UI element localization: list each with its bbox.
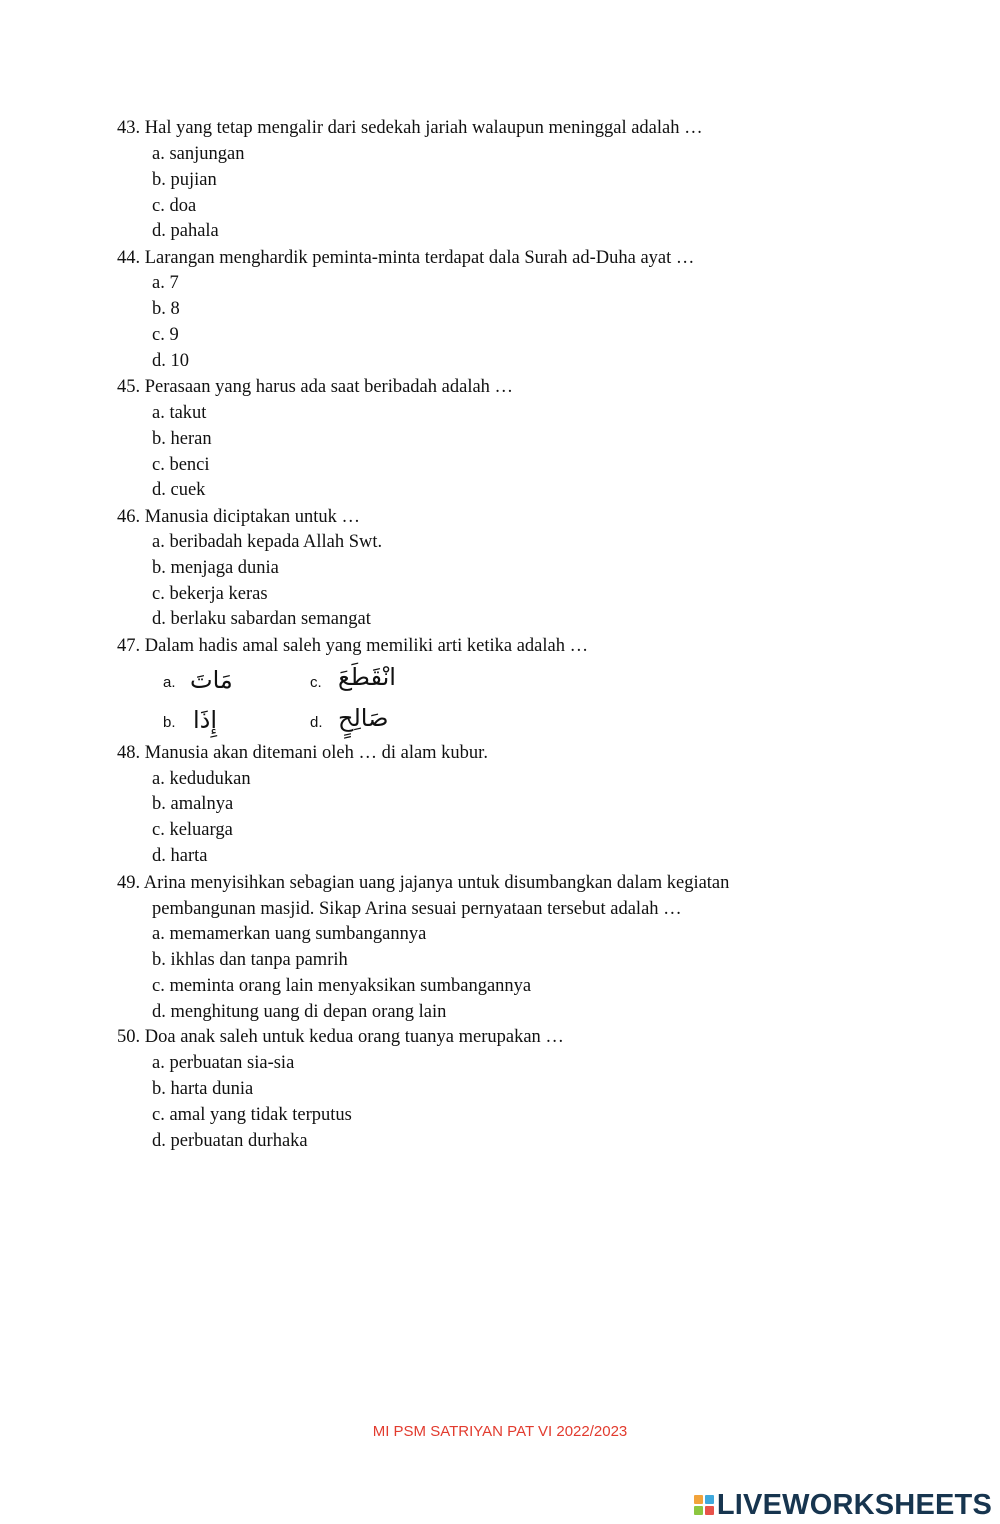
- liveworksheets-brand[interactable]: [694, 1488, 992, 1522]
- liveworksheets-wordmark: LIVEWORKSHEETS: [716, 1489, 992, 1521]
- option-47-b-arabic: إِذَا: [193, 706, 218, 734]
- option-43-d[interactable]: d. pahala: [152, 221, 219, 241]
- option-46-c[interactable]: c. bekerja keras: [152, 584, 268, 604]
- option-49-b[interactable]: b. ikhlas dan tanpa pamrih: [152, 950, 348, 970]
- option-43-b[interactable]: b. pujian: [152, 170, 217, 190]
- option-47-b-label: b.: [163, 714, 176, 731]
- option-46-d[interactable]: d. berlaku sabardan semangat: [152, 609, 371, 629]
- option-45-a[interactable]: a. takut: [152, 403, 207, 423]
- option-50-b[interactable]: b. harta dunia: [152, 1079, 254, 1099]
- option-47-d-label: d.: [310, 714, 323, 731]
- option-43-c[interactable]: c. doa: [152, 196, 197, 216]
- option-48-c[interactable]: c. keluarga: [152, 820, 233, 840]
- option-47-c-label: c.: [310, 674, 322, 691]
- option-50-c[interactable]: c. amal yang tidak terputus: [152, 1105, 352, 1125]
- option-47-a-arabic: مَاتَ: [190, 666, 233, 694]
- option-50-a[interactable]: a. perbuatan sia-sia: [152, 1053, 295, 1073]
- option-47-c-arabic: انْقَطَعَ: [338, 663, 396, 691]
- question-49: 49. Arina menyisihkan sebagian uang jajanya untuk disumbangkan dalam kegiatan: [117, 873, 730, 893]
- option-49-d[interactable]: d. menghitung uang di depan orang lain: [152, 1002, 447, 1022]
- question-47: 47. Dalam hadis amal saleh yang memiliki arti ketika adalah …: [117, 636, 589, 656]
- question-43: 43. Hal yang tetap mengalir dari sedekah jariah walaupun meninggal adalah …: [117, 118, 703, 138]
- liveworksheets-logo-icon: [694, 1495, 714, 1515]
- option-46-a[interactable]: a. beribadah kepada Allah Swt.: [152, 532, 383, 552]
- option-44-b[interactable]: b. 8: [152, 299, 180, 319]
- question-50: 50. Doa anak saleh untuk kedua orang tuanya merupakan …: [117, 1027, 564, 1047]
- option-44-c[interactable]: c. 9: [152, 325, 179, 345]
- option-45-c[interactable]: c. benci: [152, 455, 210, 475]
- option-49-a[interactable]: a. memamerkan uang sumbangannya: [152, 924, 427, 944]
- option-46-b[interactable]: b. menjaga dunia: [152, 558, 279, 578]
- option-48-a[interactable]: a. kedudukan: [152, 769, 251, 789]
- question-44: 44. Larangan menghardik peminta-minta terdapat dala Surah ad-Duha ayat …: [117, 248, 695, 268]
- option-44-a[interactable]: a. 7: [152, 273, 179, 293]
- logo-tile-icon: [705, 1506, 714, 1515]
- question-45: 45. Perasaan yang harus ada saat beribadah adalah …: [117, 377, 514, 397]
- question-46: 46. Manusia diciptakan untuk …: [117, 507, 361, 527]
- logo-tile-icon: [705, 1495, 714, 1504]
- option-43-a[interactable]: a. sanjungan: [152, 144, 245, 164]
- option-50-d[interactable]: d. perbuatan durhaka: [152, 1131, 308, 1151]
- footer-school-label: MI PSM SATRIYAN PAT VI 2022/2023: [372, 1423, 628, 1440]
- option-45-d[interactable]: d. cuek: [152, 480, 206, 500]
- option-45-b[interactable]: b. heran: [152, 429, 212, 449]
- option-48-b[interactable]: b. amalnya: [152, 794, 234, 814]
- option-47-a-label: a.: [163, 674, 176, 691]
- logo-tile-icon: [694, 1506, 703, 1515]
- question-49-continued: pembangunan masjid. Sikap Arina sesuai pernyataan tersebut adalah …: [152, 899, 682, 919]
- option-47-d-arabic: صَالِحٍ: [338, 704, 389, 732]
- logo-tile-icon: [694, 1495, 703, 1504]
- question-48: 48. Manusia akan ditemani oleh … di alam kubur.: [117, 743, 488, 763]
- option-48-d[interactable]: d. harta: [152, 846, 208, 866]
- option-49-c[interactable]: c. meminta orang lain menyaksikan sumbangannya: [152, 976, 532, 996]
- option-44-d[interactable]: d. 10: [152, 351, 189, 371]
